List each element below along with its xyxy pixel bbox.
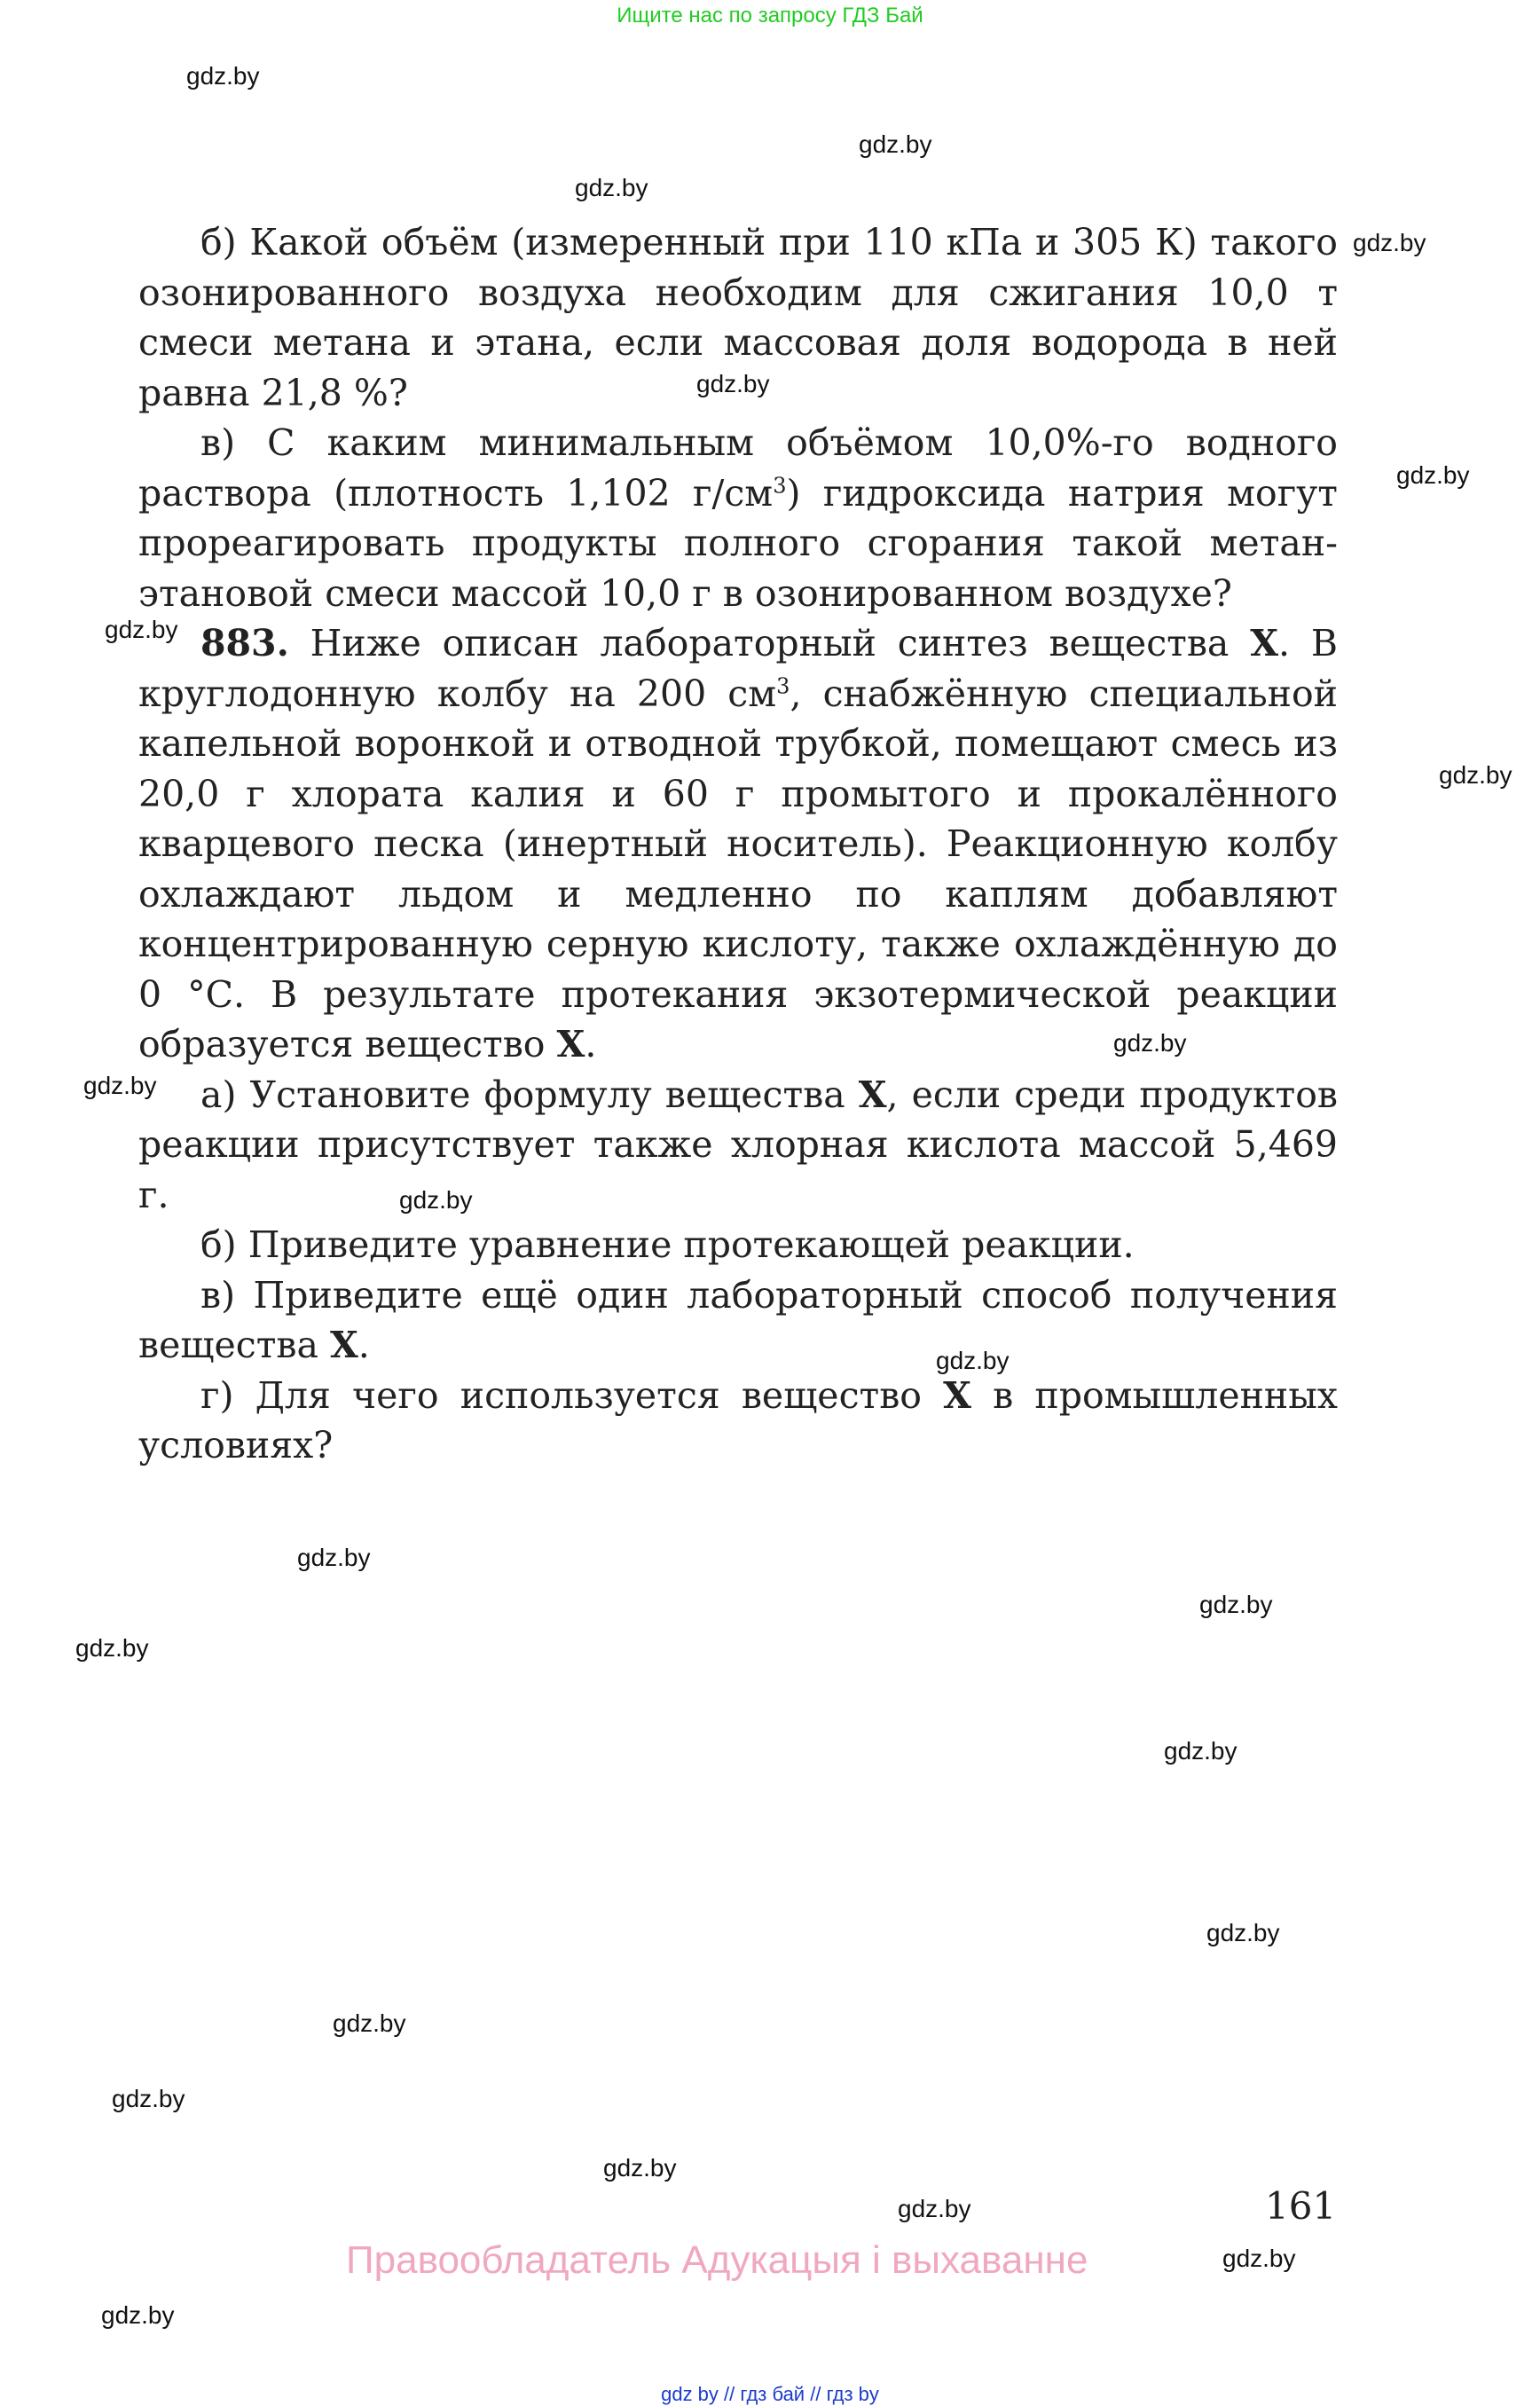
footer-link-gdz-by-cyr[interactable]: гдз by [826, 2383, 879, 2405]
substance-x: X [1250, 622, 1279, 664]
watermark: gdz.by [186, 62, 260, 90]
separator: // [724, 2383, 735, 2405]
footer-link-gdz-by[interactable]: gdz by [661, 2383, 719, 2405]
substance-x: X [858, 1073, 887, 1116]
watermark: gdz.by [1396, 461, 1470, 489]
question-g [138, 1371, 1338, 1471]
top-banner: Ищите нас по запросу ГДЗ Бай [617, 4, 923, 28]
watermark: gdz.by [859, 130, 932, 158]
watermark: gdz.by [1439, 761, 1512, 789]
question-v [138, 418, 1338, 618]
text: , если среди продуктов реакции присутствует также хлорная кислота массой 5,469 г. [138, 1073, 1338, 1216]
watermark: gdz.by [1199, 1591, 1273, 1618]
footer-link-gdz-bai[interactable]: гдз бай [740, 2383, 805, 2405]
text: . [358, 1324, 370, 1366]
watermark: gdz.by [1353, 229, 1426, 256]
text: в промышленных условиях? [138, 1373, 1338, 1466]
substance-x: X [943, 1373, 971, 1417]
watermark: gdz.by [898, 2195, 971, 2222]
question-b: б) Какой объём (измеренный при 110 кПа и 305 К) такого озонированного воздуха необходим для сжигания 10,0 т смеси метана и этана, если массовая доля водорода в ней равна 21,8 %? [138, 221, 1338, 414]
footer-links [0, 2383, 1540, 2406]
watermark: gdz.by [75, 1634, 149, 1662]
watermark: gdz.by [333, 2009, 406, 2037]
question-v2 [138, 1270, 1338, 1371]
watermark: gdz.by [83, 1072, 157, 1099]
textbook-page [138, 217, 1338, 1471]
text: Ниже описан лабораторный синтез вещества [288, 622, 1251, 664]
question-a [138, 1070, 1338, 1221]
copyright-notice: Правообладатель Адукацыя і выхаванне [346, 2238, 1088, 2282]
watermark: gdz.by [1164, 1737, 1238, 1765]
watermark: gdz.by [936, 1347, 1010, 1374]
watermark: gdz.by [575, 174, 648, 201]
superscript: 3 [773, 472, 787, 498]
task-883 [138, 618, 1338, 1070]
watermark: gdz.by [1222, 2245, 1296, 2272]
task-number: 883. [200, 622, 289, 664]
text: . В круглодонную колбу на 200 см [138, 622, 1339, 715]
watermark: gdz.by [603, 2154, 677, 2182]
watermark: gdz.by [112, 2085, 185, 2112]
separator: // [810, 2383, 821, 2405]
substance-x: X [329, 1324, 358, 1366]
text: ) гидроксида натрия могут прореагировать продукты полного сгорания такой метан-этановой смеси массой 10,0 г в озонированном воздухе? [138, 471, 1338, 615]
watermark: gdz.by [1113, 1029, 1187, 1057]
page-number: 161 [1265, 2184, 1337, 2228]
text: в) Приведите ещё один лабораторный способ получения вещества [138, 1273, 1338, 1366]
watermark: gdz.by [696, 370, 770, 397]
text: , снабжённую специальной капельной воронкой и отводной трубкой, помещают смесь из 20,0 г хлората калия и 60 г промытого и прокалённого кварцевого песка (инертный носитель). Реакционную колбу охлаждают льдом и медленно по каплям добавляют концентрированную серную кислоту, также охлаждённую до 0 °С. В результате протекания экзотермической реакции образуется вещество [138, 672, 1338, 1065]
question-b2: б) Приведите уравнение протекающей реакции. [200, 1223, 1135, 1266]
watermark: gdz.by [105, 616, 178, 643]
superscript: 3 [776, 672, 790, 698]
watermark: gdz.by [1206, 1919, 1280, 1946]
watermark: gdz.by [399, 1186, 473, 1214]
text: г) Для чего используется вещество [200, 1373, 944, 1417]
watermark: gdz.by [297, 1544, 371, 1571]
text: в) С каким минимальным объёмом 10,0%-го водного раствора (плотность 1,102 г/см [138, 421, 1338, 515]
text: . [585, 1023, 597, 1065]
text: а) Установите формулу вещества [200, 1073, 859, 1116]
watermark: gdz.by [101, 2301, 175, 2329]
substance-x: X [556, 1023, 585, 1065]
